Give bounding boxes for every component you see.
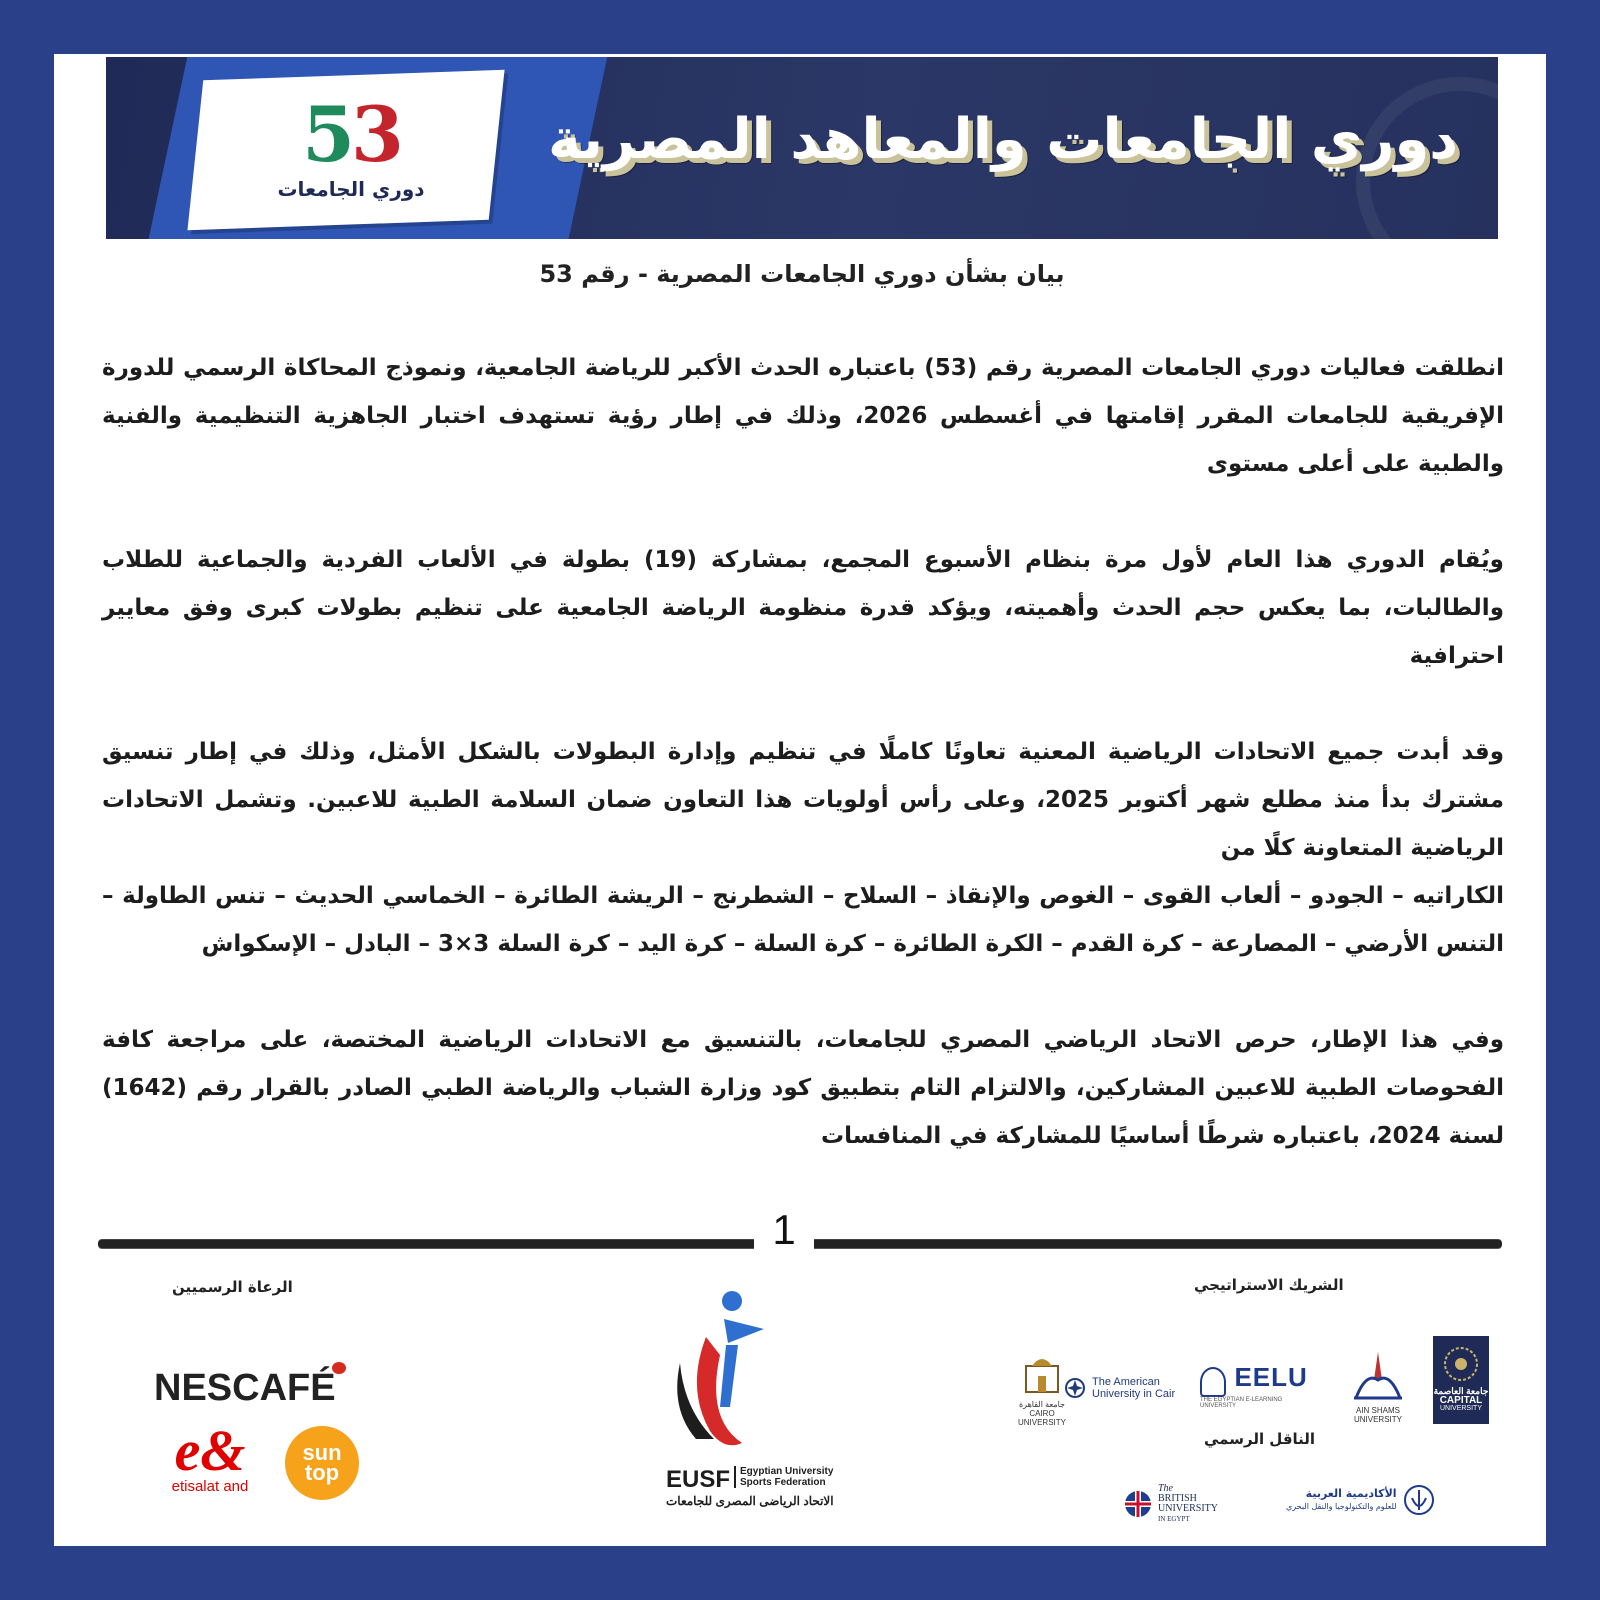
paragraph-medical: وفي هذا الإطار، حرص الاتحاد الرياضي المصري للجامعات، بالتنسيق مع الاتحادات الرياضية المختصة، على مراجعة كافة الفحوصات الطبية للاعبين المشاركين، والالتزام التام بتطبيق كود وزارة الشباب والرياضة الطبي الصادر بالقرار رقم (1642) لسنة 2024، باعتباره شرطًا أساسيًا للمشاركة في المنافسات: [102, 1027, 1504, 1149]
capital-university-logo: [1433, 1336, 1489, 1424]
eelu-name: EELU: [1234, 1362, 1308, 1392]
ain-shams-logo: [1340, 1350, 1416, 1424]
league-logo: [216, 79, 486, 219]
ain-shams-caption: AIN SHAMS UNIVERSITY: [1353, 1406, 1402, 1424]
auc-line1: The American: [1092, 1376, 1160, 1388]
auc-logo: [1064, 1376, 1175, 1400]
eusf-emblem-icon: [666, 1289, 776, 1459]
bue-line2: BRITISH: [1158, 1493, 1197, 1504]
eusf-abbr: EUSF: [666, 1466, 731, 1493]
eusf-arabic: الاتحاد الرياضى المصرى للجامعات: [666, 1494, 834, 1508]
aast-line1: الأكاديمية العربية: [1305, 1487, 1397, 1500]
eusf-full-name: [734, 1466, 833, 1488]
bue-union-flag-icon: [1124, 1490, 1152, 1518]
suntop-line1: sun: [302, 1440, 342, 1465]
nescafe-logo: NESCAFÉ: [154, 1367, 336, 1409]
aast-logo: [1286, 1484, 1435, 1516]
etisalat-logo: [150, 1418, 270, 1495]
bue-line1: The: [1158, 1483, 1173, 1494]
etisalat-name: etisalat and: [171, 1478, 249, 1495]
eusf-full-line2: Sports Federation: [740, 1477, 826, 1488]
ain-shams-emblem-icon: [1348, 1350, 1408, 1402]
sponsors-label: الرعاة الرسميين: [172, 1278, 293, 1296]
cairo-university-dome-icon: [1022, 1350, 1062, 1396]
strategic-partner-label: الشريك الاستراتيجي: [1194, 1276, 1344, 1294]
capital-university-emblem-icon: [1441, 1344, 1481, 1384]
paragraph-format: ويُقام الدوري هذا العام لأول مرة بنظام الأسبوع المجمع، بمشاركة (19) بطولة في الألعاب الفردية والجماعية للطلاب والطالبات، بما يعكس حجم الحدث وأهميته، ويؤكد قدرة منظومة الرياضة الجامعية على تنظيم بطولات كبرى وفق معايير احترافية: [102, 547, 1504, 669]
official-carrier-label: الناقل الرسمي: [1204, 1430, 1316, 1448]
bue-line3: UNIVERSITY: [1158, 1503, 1218, 1514]
league-logo-number: 53: [302, 90, 400, 179]
bue-logo: [1124, 1484, 1218, 1524]
capital-university-line2: UNIVERSITY: [1439, 1405, 1482, 1412]
aast-line2: للعلوم والتكنولوجيا والنقل البحري: [1286, 1502, 1397, 1511]
auc-line2: University in Cair: [1092, 1388, 1176, 1400]
statement-title: بيان بشأن دوري الجامعات المصرية - رقم 53: [539, 260, 1065, 288]
paragraph-launch: انطلقت فعاليات دوري الجامعات المصرية رقم (53) باعتباره الحدث الأكبر للرياضة الجامعية، ونموذج المحاكاة الرسمي للدورة الإفريقية للجامعات المقرر إقامتها في أغسطس 2026، وذلك في إطار رؤية تستهدف اختبار الجاهزية التنظيمية والفنية والطبية على أعلى مستوى: [102, 355, 1505, 477]
statement-sheet: [54, 54, 1546, 1546]
eelu-caption: THE EGYPTIAN E-LEARNING UNIVERSITY: [1200, 1396, 1283, 1409]
auc-emblem-icon: [1064, 1377, 1086, 1399]
paragraph-sports-list: الكاراتيه – الجودو – ألعاب القوى – الغوص والإنقاذ – السلاح – الشطرنج – الريشة الطائرة – الخماسي الحديث – تنس الطاولة – التنس الأرضي – المصارعة – كرة القدم – الكرة الطائرة – كرة السلة – كرة اليد – كرة السلة 3×3 – البادل – الإسكواش: [102, 883, 1504, 957]
eelu-emblem-icon: [1200, 1367, 1226, 1397]
bue-line4: IN EGYPT: [1158, 1515, 1190, 1523]
suntop-line2: top: [304, 1460, 340, 1485]
header-banner: [106, 57, 1498, 239]
etisalat-mark: e&: [174, 1418, 246, 1483]
paragraph-federations: وقد أبدت جميع الاتحادات الرياضية المعنية تعاونًا كاملًا في تنظيم وإدارة البطولات بالشكل الأمثل، وذلك في إطار تنسيق مشترك بدأ منذ مطلع شهر أكتوبر 2025، وعلى رأس أولويات هذا التعاون ضمان السلامة الطبية للاعبين. وتشمل الاتحادات الرياضية المتعاونة كلًا من: [102, 739, 1504, 861]
aast-emblem-icon: [1403, 1484, 1435, 1516]
capital-university-ar: جامعة العاصمة: [1433, 1386, 1489, 1396]
league-logo-caption: دوري الجامعات: [277, 177, 425, 201]
cairo-university-caption: CAIRO UNIVERSITY: [1017, 1409, 1066, 1427]
suntop-logo: [285, 1426, 359, 1500]
cairo-university-ar: جامعة القاهرة: [1018, 1400, 1065, 1409]
eusf-full-line1: Egyptian University: [740, 1466, 834, 1477]
eusf-logo-text: [666, 1466, 866, 1508]
banner-title: دوري الجامعات والمعاهد المصرية: [548, 107, 1458, 172]
capital-university-line1: CAPITAL: [1439, 1395, 1483, 1406]
page-number: 1: [754, 1206, 814, 1254]
cairo-university-logo: [1012, 1350, 1072, 1427]
eelu-logo: [1200, 1362, 1320, 1409]
statement-body: [102, 344, 1504, 1160]
